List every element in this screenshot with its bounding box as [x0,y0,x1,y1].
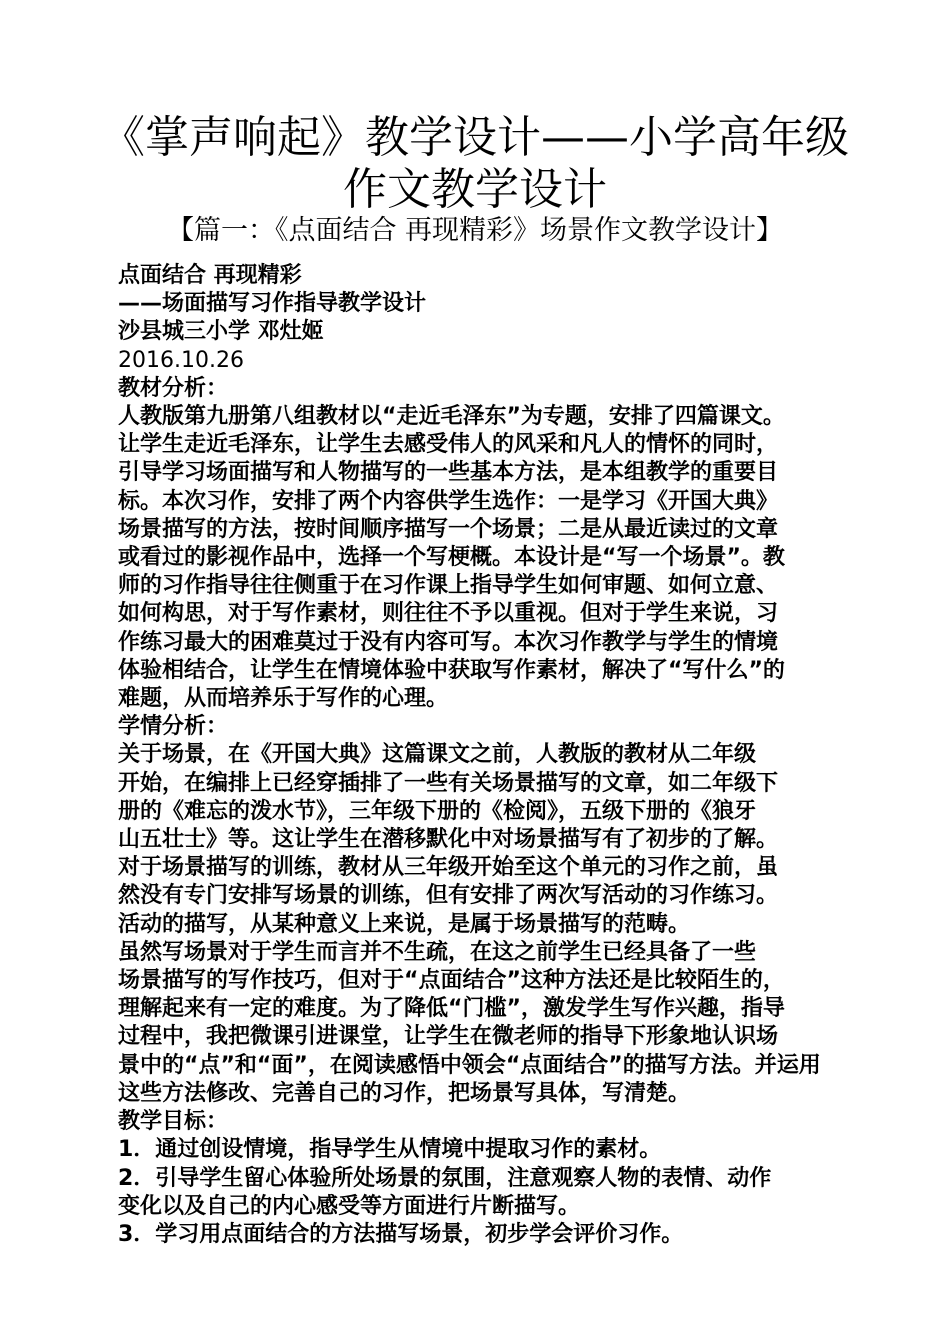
body-line: 对于场景描写的训练，教材从三年级开始至这个单元的习作之前，虽 [118,855,779,881]
body-line: 如何构思，对于写作素材，则往往不予以重视。但对于学生来说，习 [118,601,779,627]
document-title [100,112,850,216]
body-line: 过程中，我把微课引进课堂，让学生在微老师的指导下形象地认识场 [118,1024,779,1050]
body-line: 开始，在编排上已经穿插排了一些有关场景描写的文章，如二年级下 [118,770,779,796]
body-line: 场景描写的写作技巧，但对于“点面结合”这种方法还是比较陌生的， [118,968,785,994]
body-line: 人教版第九册第八组教材以“走近毛泽东”为专题，安排了四篇课文。 [118,404,785,430]
document-body [118,262,838,1249]
body-line: 景中的“点”和“面”，在阅读感悟中领会“点面结合”的描写方法。并运用 [118,1052,821,1078]
body-line: 3．学习用点面结合的方法描写场景，初步学会评价习作。 [118,1221,684,1247]
body-line: 点面结合 再现精彩 [118,263,302,288]
body-line: 体验相结合，让学生在情境体验中获取写作素材，解决了“写什么”的 [118,657,785,683]
body-line: 或看过的影视作品中，选择一个写梗概。本设计是“写一个场景”。教 [118,545,785,571]
body-line: 活动的描写，从某种意义上来说，是属于场景描写的范畴。 [118,911,691,937]
body-line: 标。本次习作，安排了两个内容供学生选作：一是学习《开国大典》 [118,488,779,514]
body-line: 虽然写场景对于学生而言并不生疏，在这之前学生已经具备了一些 [118,939,757,965]
body-line: 引导学习场面描写和人物描写的一些基本方法，是本组教学的重要目 [118,460,779,486]
body-line: 教学目标： [118,1109,229,1135]
body-line: 沙县城三小学 邓灶姬 [118,319,324,345]
body-line: 山五壮士》等。这让学生在潜移默化中对场景描写有了初步的了解。 [118,827,779,853]
document-subtitle: 【篇一：《点面结合 再现精彩》场景作文教学设计】 [166,215,784,246]
body-line: 让学生走近毛泽东，让学生去感受伟人的风采和凡人的情怀的同时， [118,432,779,458]
body-line: 作练习最大的困难莫过于没有内容可写。本次习作教学与学生的情境 [118,629,779,655]
body-line: 然没有专门安排写场景的训练，但有安排了两次写活动的习作练习。 [118,883,779,909]
body-line: 册的《难忘的泼水节》，三年级下册的《检阅》，五级下册的《狼牙 [118,798,757,824]
body-line: 关于场景，在《开国大典》这篇课文之前，人教版的教材从二年级 [118,742,757,768]
body-line: 1．通过创设情境，指导学生从情境中提取习作的素材。 [118,1137,662,1163]
body-line: 师的习作指导往往侧重于在习作课上指导学生如何审题、如何立意、 [118,573,779,599]
body-line: 场景描写的方法，按时间顺序描写一个场景；二是从最近读过的文章 [118,516,779,542]
body-line: 变化以及自己的内心感受等方面进行片断描写。 [118,1193,581,1219]
body-line: ——场面描写习作指导教学设计 [118,291,427,317]
title-line-1: 《掌声响起》教学设计——小学高年级 [101,112,849,163]
body-line: 理解起来有一定的难度。为了降低“门槛”，激发学生写作兴趣，指导 [118,996,785,1022]
body-line: 难题，从而培养乐于写作的心理。 [118,686,449,712]
body-line-date: 2016.10.26 [118,347,244,373]
title-line-2: 作文教学设计 [343,164,607,215]
body-line: 教材分析： [118,375,229,401]
body-line: 学情分析： [118,714,229,740]
body-line: 这些方法修改、完善自己的习作，把场景写具体，写清楚。 [118,1080,691,1106]
body-line: 2．引导学生留心体验所处场景的氛围，注意观察人物的表情、动作 [118,1165,772,1191]
